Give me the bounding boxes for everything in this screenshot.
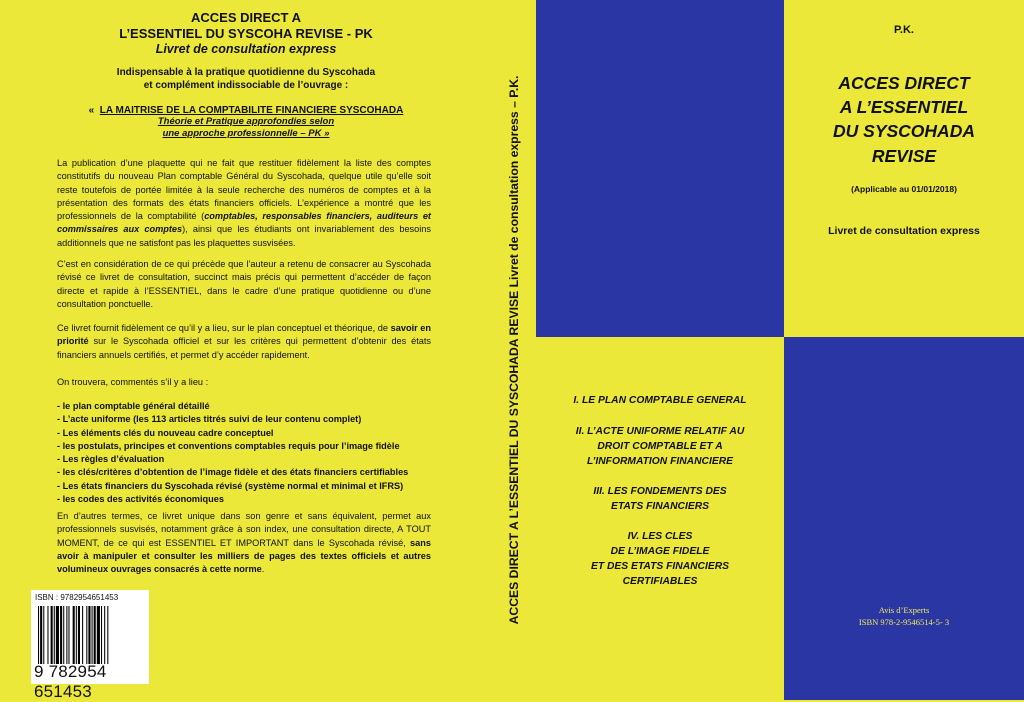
blue-block-top-left: [536, 0, 784, 337]
list-item: - Les éléments clés du nouveau cadre conceptuel: [57, 427, 274, 438]
blue-block-bottom-right: [784, 337, 1024, 700]
back-paragraph-1: [57, 157, 431, 250]
para1-text-c: ), ainsi que les étudiants ont invariablement des besoins additionnels que ne satisfont pas les plaquettes susvisées.: [57, 224, 431, 248]
para3-text-b: savoir en priorité: [57, 323, 432, 347]
front-subtitle: Livret de consultation express: [828, 225, 980, 237]
quote-title-text: LA MAITRISE DE LA COMPTABILITE FINANCIERE SYSCOHADA: [99, 105, 404, 116]
para5-text-a: En d’autres termes, ce livret unique dans son genre et sans équivalent, permet aux professionnels susvisés, notamment grâce à son index, une consultation directe, A TOUT MOMENT, de ce qui est ESSENTIEL ET IMPORTANT dans le Syscohada révisé,: [57, 511, 431, 548]
front-cover: [536, 0, 1024, 700]
front-title-line: ACCES DIRECT: [838, 73, 970, 93]
front-isbn: ISBN 978-2-9546514-5- 3: [858, 617, 950, 627]
barcode-number: 9 782954 651453: [34, 662, 107, 701]
toc-line: III. LES FONDEMENTS DES: [593, 486, 727, 497]
front-title-line: DU SYSCOHADA: [833, 121, 975, 141]
toc-item-1: I. LE PLAN COMPTABLE GENERAL: [573, 395, 747, 406]
front-title-line: A L’ESSENTIEL: [839, 97, 969, 117]
para3-text-a: Ce livret fournit fidèlement ce qu’il y a lieu, sur le plan conceptuel et théorique, de: [57, 323, 391, 333]
para3-text-c: sur le Syscohada officiel et sur les critères qui permettent d’obtenir des états financiers annuels certifiés, et permet d’y accéder rapidement.: [57, 336, 431, 360]
back-paragraph-4: On trouvera, commentés s’il y a lieu :: [57, 377, 209, 387]
list-item: - L’acte uniforme (les 113 articles titrés suivi de leur contenu complet): [57, 414, 362, 425]
front-publisher: [784, 604, 1024, 628]
back-contents-list: [57, 400, 437, 506]
toc-line: DE L’IMAGE FIDELE: [610, 546, 710, 557]
toc-line: II. L’ACTE UNIFORME RELATIF AU: [575, 426, 745, 437]
back-cover: [0, 0, 492, 700]
toc-line: L’INFORMATION FINANCIERE: [586, 456, 734, 467]
spine: [492, 0, 536, 700]
spine-text: ACCES DIRECT A L’ESSENTIEL DU SYSCOHADA REVISE Livret de consultation express – P.K.: [507, 75, 521, 625]
para1-text-a: La publication d’une plaquette qui ne fait que restituer fidèlement la liste des comptes constitutifs du nouveau Plan comptable Général du Syscohada, quelque utile qu’elle soit reste toutefois de portée limitée à la seule recherche des numéros de comptes et à la présentation des formats des états financiers officiels. L’expérience a montré que les professionnels de la comptabilité (: [57, 158, 431, 222]
list-item: - les codes des activités économiques: [57, 494, 224, 505]
front-author: P.K.: [894, 24, 914, 36]
toc-line: CERTIFIABLES: [622, 576, 698, 587]
back-paragraph-3: [57, 322, 431, 362]
back-subtitle: Livret de consultation express: [155, 42, 337, 56]
toc-item-4: [536, 529, 784, 589]
para5-text-b: sans avoir à manipuler et consulter les milliers de pages des textes officiels et autres volumineux ouvrages consacrés à cette norme: [57, 537, 431, 575]
back-title-line1: ACCES DIRECT A: [190, 10, 302, 25]
back-intro-line2: et complément indissociable de l’ouvrage :: [143, 80, 349, 91]
quote-mark: «: [88, 105, 95, 116]
front-applicable-date: (Applicable au 01/01/2018): [851, 184, 957, 194]
toc-line: ET DES ETATS FINANCIERS: [590, 561, 730, 572]
back-quote-line3: une approche professionnelle – PK »: [162, 128, 330, 139]
list-item: - les postulats, principes et conventions comptables requis pour l’image fidèle: [57, 440, 400, 451]
para5-text-c: .: [261, 564, 265, 575]
para1-text-b: comptables, responsables financiers, auditeurs et commissaires aux comptes: [57, 211, 431, 235]
back-intro-line1: Indispensable à la pratique quotidienne du Syscohada: [116, 67, 376, 78]
toc-item-3: [536, 484, 784, 514]
list-item: - les clés/critères d’obtention de l’image fidèle et des états financiers certifiables: [57, 467, 409, 478]
toc-line: DROIT COMPTABLE ET A: [597, 441, 723, 452]
barcode-isbn-label: ISBN : 9782954651453: [35, 593, 119, 602]
front-title-line: REVISE: [871, 146, 937, 166]
toc-line: ETATS FINANCIERS: [610, 501, 709, 512]
back-title-line2: L’ESSENTIEL DU SYSCOHA REVISE - PK: [119, 26, 373, 41]
publisher-name: Avis d’Experts: [878, 605, 930, 615]
list-item: - le plan comptable général détaillé: [57, 401, 210, 411]
toc-item-2: [536, 424, 784, 469]
back-paragraph-2: C’est en considération de ce qui précède que l’auteur a retenu de consacrer au Syscohada révisé ce livret de consultation, succinct mais précis qui permettent d’accéder de façon directe et rapide à l’ESSENTIEL, dans le cadre d’une pratique quotidienne ou d’une consultation ponctuelle.: [57, 259, 431, 309]
barcode: [31, 590, 149, 701]
barcode-bars-icon: [37, 606, 143, 664]
toc-line: IV. LES CLES: [627, 531, 693, 542]
list-item: - Les règles d’évaluation: [57, 454, 165, 465]
back-quote-line2: Théorie et Pratique approfondies selon: [157, 116, 335, 127]
back-paragraph-5: [57, 510, 431, 576]
list-item: - Les états financiers du Syscohada révisé (système normal et minimal et IFRS): [57, 480, 404, 491]
